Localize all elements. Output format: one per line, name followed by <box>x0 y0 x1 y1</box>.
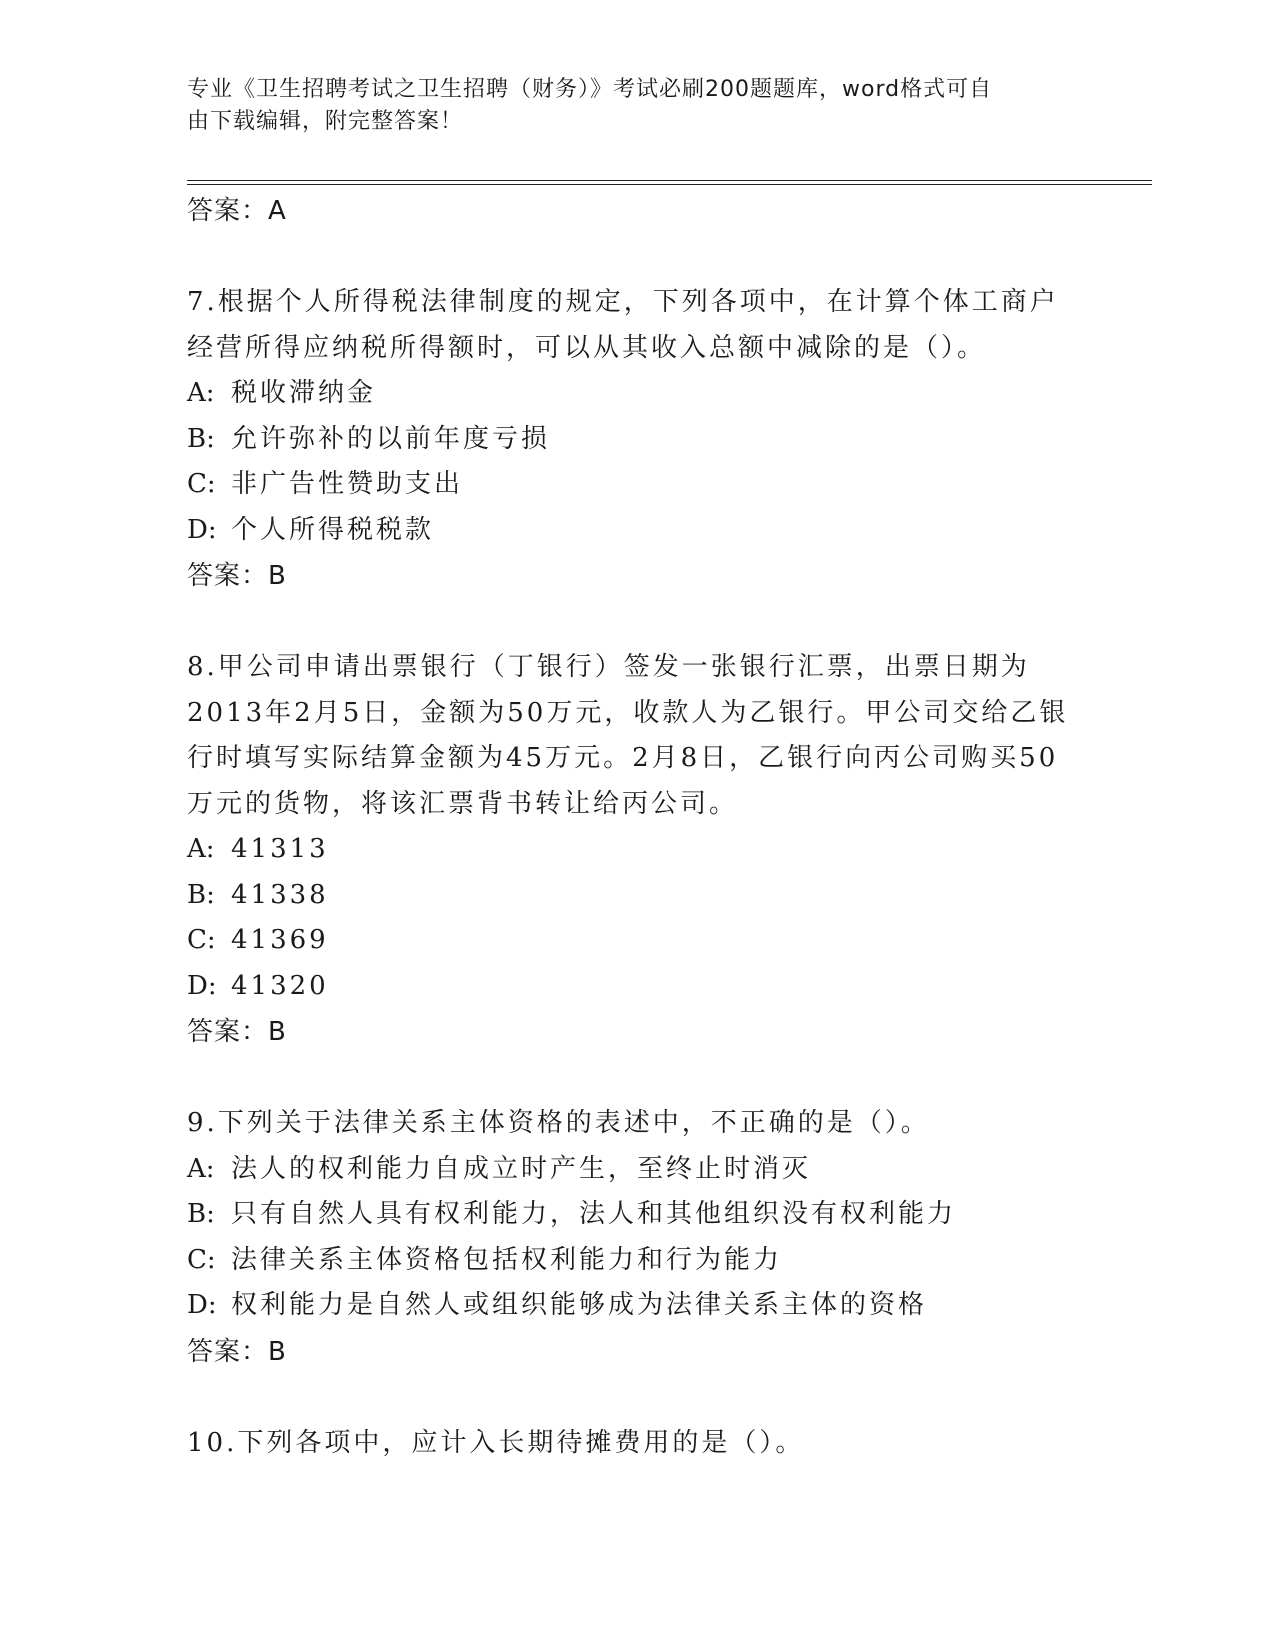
question-8 <box>187 645 1087 1055</box>
option-text: 41320 <box>231 970 329 1001</box>
option-text: 法人的权利能力自成立时产生，至终止时消灭 <box>231 1153 812 1184</box>
option-key: A: <box>187 834 215 864</box>
option-key: C: <box>187 925 216 955</box>
question-10-stem <box>187 1421 1087 1467</box>
header-divider-bottom <box>187 184 1152 185</box>
option-text: 41313 <box>231 834 329 864</box>
spacer <box>187 234 1087 280</box>
question-8-answer: 答案：B <box>187 1017 287 1047</box>
question-9-option-c <box>187 1238 1087 1284</box>
option-text: 只有自然人具有权利能力，法人和其他组织没有权利能力 <box>231 1199 957 1229</box>
document-header <box>187 74 1087 138</box>
question-8-line-4: 万元的货物，将该汇票背书转让给丙公司。 <box>187 788 739 819</box>
spacer <box>187 1375 1087 1421</box>
question-7-line-2: 经营所得应纳税所得额时，可以从其收入总额中减除的是（）。 <box>187 332 987 363</box>
question-10-line-1: 10.下列各项中，应计入长期待摊费用的是（）。 <box>187 1427 805 1458</box>
header-divider-top <box>187 180 1152 181</box>
question-7-answer: 答案：B <box>187 561 287 591</box>
question-9-option-a <box>187 1147 1087 1193</box>
option-key: B: <box>187 879 215 910</box>
question-10 <box>187 1421 1087 1467</box>
option-key: B: <box>187 1199 215 1229</box>
option-text: 41369 <box>231 925 329 955</box>
question-9-line-1: 9.下列关于法律关系主体资格的表述中，不正确的是（）。 <box>187 1108 930 1138</box>
question-7-option-b <box>187 417 1087 463</box>
question-7-stem <box>187 280 1087 371</box>
option-key: D: <box>187 514 217 545</box>
option-text: 权利能力是自然人或组织能够成为法律关系主体的资格 <box>231 1290 928 1320</box>
option-text: 税收滞纳金 <box>231 378 377 408</box>
question-9 <box>187 1101 1087 1375</box>
question-7 <box>187 280 1087 599</box>
option-key: B: <box>187 423 215 454</box>
option-key: A: <box>187 1153 215 1184</box>
question-7-option-a <box>187 371 1087 417</box>
option-key: C: <box>187 1244 216 1275</box>
question-8-option-d <box>187 964 1087 1010</box>
question-9-answer: 答案：B <box>187 1336 287 1367</box>
question-list <box>187 188 1087 1466</box>
spacer <box>187 599 1087 645</box>
header-line-2: 由下载编辑，附完整答案！ <box>187 109 464 134</box>
question-7-option-c <box>187 462 1087 508</box>
question-7-option-d <box>187 508 1087 554</box>
question-8-line-2: 2013年2月5日，金额为50万元，收款人为乙银行。甲公司交给乙银 <box>187 697 1069 728</box>
question-8-line-1: 8.甲公司申请出票银行（丁银行）签发一张银行汇票，出票日期为 <box>187 652 1030 682</box>
question-9-option-d <box>187 1283 1087 1329</box>
option-text: 允许弥补的以前年度亏损 <box>231 423 551 454</box>
option-text: 法律关系主体资格包括权利能力和行为能力 <box>231 1244 783 1275</box>
question-9-stem <box>187 1101 1087 1147</box>
question-9-option-b <box>187 1192 1087 1238</box>
question-8-option-a <box>187 827 1087 873</box>
option-key: C: <box>187 469 216 499</box>
option-key: A: <box>187 378 215 408</box>
option-text: 非广告性赞助支出 <box>231 469 464 499</box>
spacer <box>187 1055 1087 1101</box>
option-text: 41338 <box>231 879 329 910</box>
question-8-option-b <box>187 873 1087 919</box>
option-text: 个人所得税税款 <box>231 514 435 545</box>
option-key: D: <box>187 970 217 1001</box>
question-8-line-3: 行时填写实际结算金额为45万元。2月8日，乙银行向丙公司购买50 <box>187 743 1059 773</box>
previous-answer: 答案：A <box>187 196 287 226</box>
question-7-line-1: 7.根据个人所得税法律制度的规定，下列各项中，在计算个体工商户 <box>187 287 1059 317</box>
question-8-option-c <box>187 918 1087 964</box>
question-8-stem <box>187 645 1087 827</box>
option-key: D: <box>187 1290 217 1320</box>
header-line-1: 专业《卫生招聘考试之卫生招聘（财务）》考试必刷200题题库，word格式可自 <box>187 77 993 102</box>
